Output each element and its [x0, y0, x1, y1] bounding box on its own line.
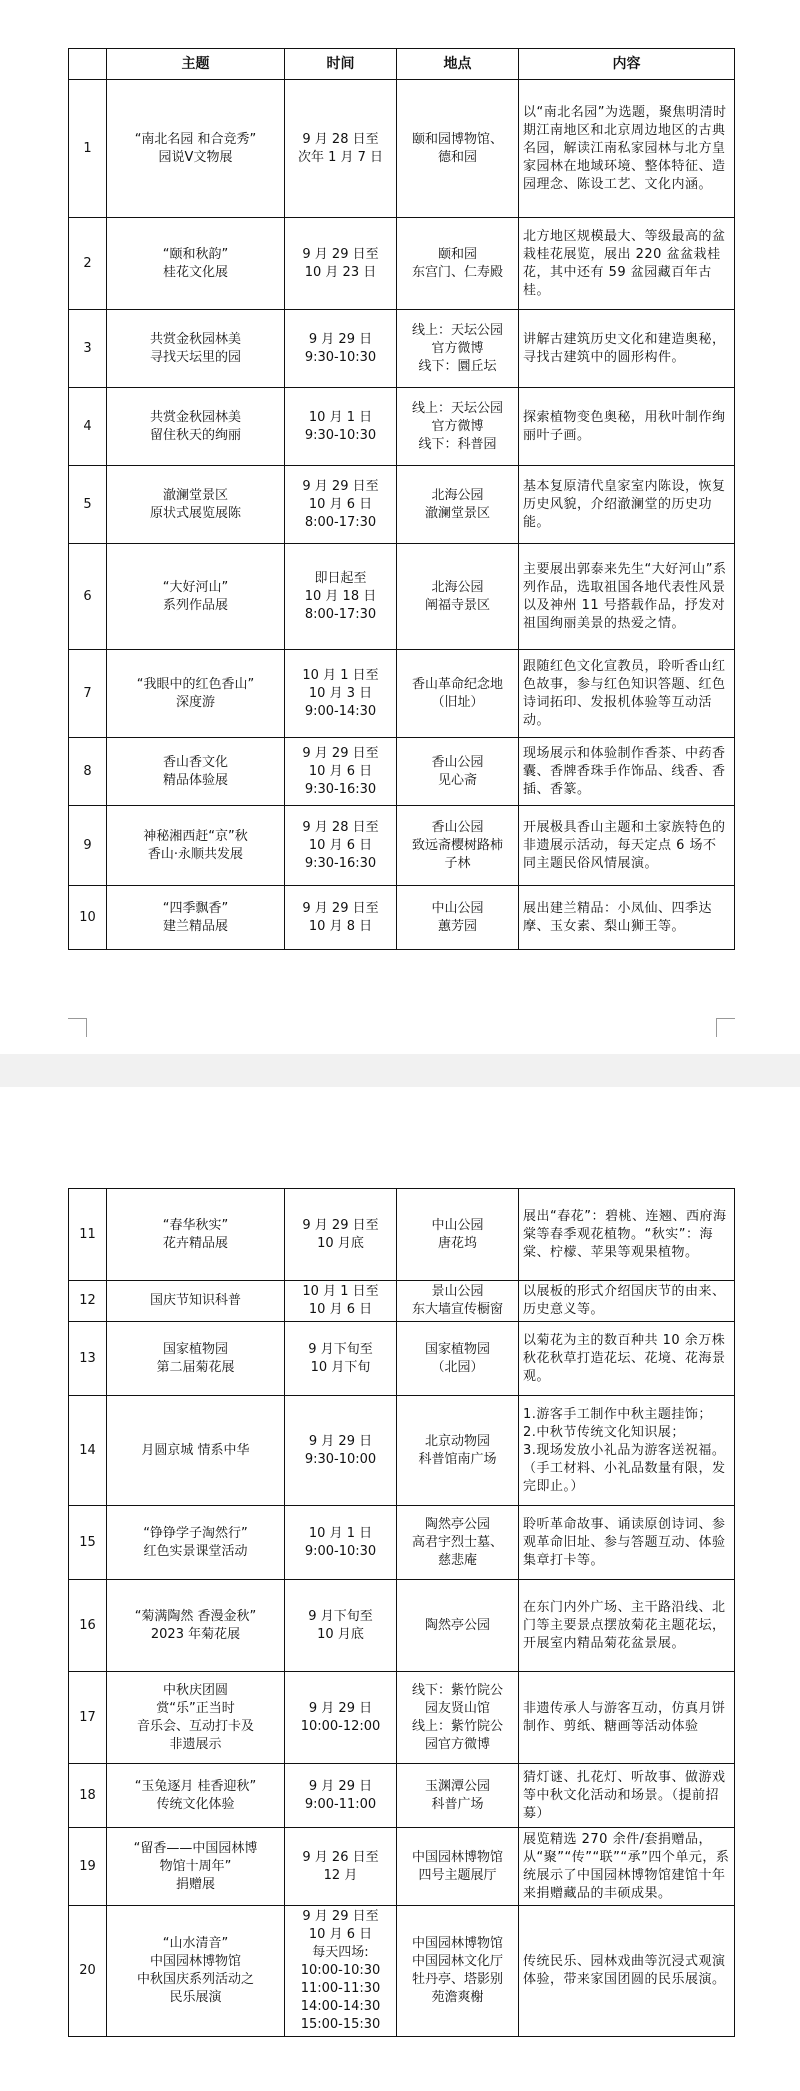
row-place	[397, 218, 519, 310]
row-topic-line: 香山·永顺共发展	[147, 846, 244, 862]
row-time-line: 9:30-10:00	[304, 1451, 377, 1467]
row-time-line: 即日起至	[314, 570, 367, 586]
row-content	[519, 544, 735, 650]
row-topic-line: “南北名园 和合竞秀”	[134, 131, 257, 147]
row-content	[519, 1322, 735, 1396]
row-topic	[107, 1506, 285, 1580]
row-topic-line: “四季飘香”	[162, 900, 229, 916]
row-place-line: 颐和园	[437, 246, 477, 262]
row-time-line: 8:00-17:30	[304, 514, 377, 530]
row-time	[285, 806, 397, 886]
row-content-line: 探索植物变色奥秘，用秋叶制作绚丽叶子画。	[523, 409, 726, 443]
row-number: 14	[69, 1396, 107, 1506]
row-number: 9	[69, 806, 107, 886]
row-place-line: 澈澜堂景区	[424, 505, 490, 521]
row-time	[285, 1506, 397, 1580]
row-topic-line: 物馆十周年”	[159, 1858, 232, 1874]
row-topic-line: 留住秋天的绚丽	[149, 427, 241, 443]
row-topic-line: 共赏金秋园林美	[149, 409, 241, 425]
row-topic	[107, 1580, 285, 1672]
row-content-line: 展览精选 270 余件/套捐赠品，从“聚”“传”“联”“承”四个单元，系统展示了中国园林博物馆建馆十年来捐赠藏品的丰硕成果。	[523, 1831, 730, 1901]
table-row	[69, 1322, 735, 1396]
row-time-line: 10 月 6 日	[308, 1302, 373, 1317]
row-topic-line: 月圆京城 情系中华	[141, 1442, 250, 1458]
row-content	[519, 218, 735, 310]
row-time	[285, 1322, 397, 1396]
row-content	[519, 1828, 735, 1906]
row-topic-line: “玉兔逐月 桂香迎秋”	[134, 1778, 257, 1794]
table-row	[69, 1189, 735, 1281]
row-place-line: 官方微博	[431, 340, 484, 356]
row-content-line: 主要展出郭泰来先生“大好河山”系列作品，选取祖国各地代表性风景以及神州 11 号搭载作品，抒发对祖国绚丽美景的热爱之情。	[523, 561, 727, 631]
header-place: 地点	[397, 49, 519, 80]
row-place-line: 园友贤山馆	[424, 1700, 490, 1716]
row-time	[285, 80, 397, 218]
row-place-line: 阐福寺景区	[424, 597, 490, 613]
row-topic-line: 花卉精品展	[162, 1235, 228, 1251]
row-topic-line: 中秋庆团圆	[162, 1682, 228, 1698]
table-row	[69, 1672, 735, 1764]
row-time-line: 9 月 29 日至	[302, 745, 379, 761]
row-content	[519, 806, 735, 886]
row-time	[285, 1828, 397, 1906]
row-content	[519, 1906, 735, 2037]
row-place-line: （北园）	[431, 1359, 484, 1375]
table-row	[69, 466, 735, 544]
row-topic-line: “颐和秋韵”	[162, 246, 229, 262]
row-time-line: 9:30-10:30	[304, 427, 377, 443]
row-time	[285, 886, 397, 950]
table-row	[69, 1281, 735, 1322]
row-topic-line: 共赏金秋园林美	[149, 331, 241, 347]
table-row	[69, 650, 735, 738]
row-number: 5	[69, 466, 107, 544]
row-time-line: 10 月底	[317, 1235, 364, 1251]
table-row	[69, 1580, 735, 1672]
row-place-line: 苑澹爽榭	[431, 1990, 484, 2005]
row-place-line: 慈悲庵	[437, 1552, 477, 1568]
row-number: 18	[69, 1764, 107, 1828]
row-time	[285, 1672, 397, 1764]
table-header-row	[69, 49, 735, 80]
row-topic-line: 系列作品展	[162, 597, 228, 613]
row-topic-line: 中国园林博物馆	[149, 1954, 241, 1969]
row-time-line: 10:00-12:00	[300, 1718, 381, 1734]
row-place-line: 东宫门、仁寿殿	[411, 264, 503, 280]
row-time	[285, 1189, 397, 1281]
row-topic	[107, 80, 285, 218]
row-time-line: 9:00-14:30	[304, 703, 377, 719]
row-time	[285, 1764, 397, 1828]
row-content-line: 基本复原清代皇家室内陈设，恢复历史风貌，介绍澈澜堂的历史功能。	[523, 478, 726, 530]
row-content	[519, 1764, 735, 1828]
row-time-line: 每天四场:	[312, 1945, 369, 1960]
row-time-line: 9 月 29 日至	[302, 900, 379, 916]
row-time-line: 9:00-11:00	[304, 1796, 377, 1812]
row-content-line: 以展板的形式介绍国庆节的由来、历史意义等。	[523, 1284, 726, 1317]
table-row	[69, 544, 735, 650]
row-place-line: 北海公园	[431, 487, 484, 503]
row-time-line: 9 月 29 日	[308, 1778, 373, 1794]
schedule-table-page-1	[68, 48, 735, 950]
row-place	[397, 80, 519, 218]
row-topic	[107, 218, 285, 310]
row-time-line: 10 月 1 日	[308, 409, 373, 425]
row-time-line: 10 月 6 日	[308, 763, 373, 779]
row-topic-line: 建兰精品展	[162, 918, 228, 934]
row-place	[397, 1396, 519, 1506]
row-content-line: 以菊花为主的数百种共 10 余万株秋花秋草打造花坛、花境、花海景观。	[523, 1332, 726, 1384]
row-place-line: 香山公园	[431, 754, 484, 770]
row-topic-line: “山水清音”	[162, 1936, 229, 1951]
row-place-line: 官方微博	[431, 418, 484, 434]
row-time-line: 9:30-10:30	[304, 349, 377, 365]
row-time-line: 10 月 6 日	[308, 1927, 373, 1942]
row-topic	[107, 1672, 285, 1764]
row-time-line: 9 月下旬至	[308, 1608, 373, 1624]
row-topic-line: 民乐展演	[169, 1990, 222, 2005]
table-row	[69, 388, 735, 466]
row-time-line: 14:00-14:30	[300, 1999, 381, 2014]
row-topic-line: “菊满陶然 香漫金秋”	[134, 1608, 257, 1624]
row-topic-line: 第二届菊花展	[156, 1359, 235, 1375]
row-time-line: 9 月 29 日至	[302, 246, 379, 262]
row-place	[397, 1580, 519, 1672]
row-topic-line: “我眼中的红色香山”	[136, 676, 255, 692]
row-place-line: 致远斋樱树路柿	[411, 837, 503, 853]
row-time-line: 次年 1 月 7 日	[297, 149, 384, 165]
row-time-line: 9 月 29 日	[308, 1433, 373, 1449]
row-place	[397, 886, 519, 950]
row-content	[519, 650, 735, 738]
row-number: 8	[69, 738, 107, 806]
row-time-line: 9 月 26 日至	[302, 1849, 379, 1865]
row-time-line: 9 月 28 日至	[302, 131, 379, 147]
row-place-line: 线下：紫竹院公	[411, 1682, 503, 1698]
row-topic-line: “大好河山”	[162, 579, 229, 595]
row-time-line: 10 月 1 日至	[302, 1284, 379, 1299]
row-content	[519, 1506, 735, 1580]
row-time-line: 9 月 29 日	[308, 1700, 373, 1716]
schedule-table-page-2	[68, 1188, 735, 2037]
row-topic	[107, 1189, 285, 1281]
row-place	[397, 1906, 519, 2037]
row-content-line: 聆听革命故事、诵读原创诗词、参观革命旧址、参与答题互动、体验集章打卡等。	[523, 1516, 726, 1568]
row-place-line: 国家植物园	[424, 1341, 490, 1357]
row-topic-line: 原状式展览展陈	[149, 505, 241, 521]
row-topic-line: 传统文化体验	[156, 1796, 235, 1812]
row-time-line: 10 月底	[317, 1626, 364, 1642]
row-content-line: 3.现场发放小礼品为游客送祝福。（手工材料、小礼品数量有限，发完即止。）	[523, 1442, 726, 1494]
row-place-line: 玉渊潭公园	[424, 1778, 490, 1794]
row-place-line: 线上：天坛公园	[411, 400, 503, 416]
row-time-line: 8:00-17:30	[304, 606, 377, 622]
row-topic	[107, 1906, 285, 2037]
row-time-line: 9 月 29 日至	[302, 1217, 379, 1233]
row-topic-line: 红色实景课堂活动	[143, 1543, 248, 1559]
row-content	[519, 310, 735, 388]
row-topic	[107, 1322, 285, 1396]
row-number: 16	[69, 1580, 107, 1672]
row-topic-line: 深度游	[175, 694, 215, 710]
row-time	[285, 1906, 397, 2037]
row-time	[285, 544, 397, 650]
row-content	[519, 1281, 735, 1322]
row-time-line: 10 月 6 日	[308, 837, 373, 853]
row-topic	[107, 1396, 285, 1506]
row-content-line: 1.游客手工制作中秋主题挂饰；	[523, 1406, 712, 1422]
row-place-line: 景山公园	[431, 1284, 484, 1299]
row-place-line: 子林	[444, 855, 471, 871]
row-place-line: 科普广场	[431, 1796, 484, 1812]
row-place-line: 高君宇烈士墓、	[411, 1534, 503, 1550]
row-topic-line: 澈澜堂景区	[162, 487, 228, 503]
row-place-line: 颐和园博物馆、	[411, 131, 503, 147]
row-time	[285, 1281, 397, 1322]
row-place-line: 中山公园	[431, 900, 484, 916]
row-number: 17	[69, 1672, 107, 1764]
row-number: 1	[69, 80, 107, 218]
row-time	[285, 310, 397, 388]
row-topic	[107, 650, 285, 738]
row-content-line: 以“南北名园”为选题，聚焦明清时期江南地区和北京周边地区的古典名园，解读江南私家园林与北方皇家园林在地域环境、整体特征、造园理念、陈设工艺、文化内涵。	[523, 104, 727, 192]
row-place	[397, 1506, 519, 1580]
row-time-line: 9:30-16:30	[304, 781, 377, 797]
row-time-line: 9 月 29 日至	[302, 1909, 379, 1924]
row-content	[519, 1396, 735, 1506]
row-place-line: 北海公园	[431, 579, 484, 595]
row-time-line: 10 月 1 日	[308, 1525, 373, 1541]
row-place-line: 科普馆南广场	[418, 1451, 497, 1467]
crop-mark-right	[716, 1018, 735, 1037]
row-topic-line: 寻找天坛里的园	[149, 349, 241, 365]
row-time-line: 9 月 29 日至	[302, 478, 379, 494]
row-number: 19	[69, 1828, 107, 1906]
row-number: 6	[69, 544, 107, 650]
row-time	[285, 738, 397, 806]
row-time-line: 10 月 3 日	[308, 685, 373, 701]
row-content-line: 讲解古建筑历史文化和建造奥秘，寻找古建筑中的圆形构件。	[523, 331, 726, 365]
row-number: 7	[69, 650, 107, 738]
header-number	[69, 49, 107, 80]
table-row	[69, 1396, 735, 1506]
row-content-line: 传统民乐、园林戏曲等沉浸式观演体验，带来家国团圆的民乐展演。	[523, 1954, 726, 1987]
row-number: 13	[69, 1322, 107, 1396]
row-time-line: 11:00-11:30	[300, 1981, 381, 1996]
row-content	[519, 738, 735, 806]
row-place-line: 陶然亭公园	[424, 1617, 490, 1633]
row-content-line: 开展极具香山主题和土家族特色的非遗展示活动，每天定点 6 场不同主题民俗风情展演。	[523, 819, 726, 871]
row-topic-line: 非遗展示	[169, 1736, 222, 1752]
table-row	[69, 1906, 735, 2037]
row-content-line: 现场展示和体验制作香茶、中药香囊、香牌香珠手作饰品、线香、香插、香篆。	[523, 745, 726, 797]
row-topic-line: 2023 年菊花展	[150, 1626, 241, 1642]
row-place-line: 陶然亭公园	[424, 1516, 490, 1532]
row-time	[285, 466, 397, 544]
row-place-line: 中山公园	[431, 1217, 484, 1233]
row-topic-line: 香山香文化	[162, 754, 228, 770]
row-content-line: 非遗传承人与游客互动，仿真月饼制作、剪纸、糖画等活动体验	[523, 1700, 726, 1734]
row-place-line: 德和园	[437, 149, 477, 165]
row-topic-line: “留香——中国园林博	[133, 1840, 258, 1856]
header-content: 内容	[519, 49, 735, 80]
row-time-line: 10 月 6 日	[308, 496, 373, 512]
row-time-line: 10 月 8 日	[308, 918, 373, 934]
row-place-line: 唐花坞	[437, 1235, 477, 1251]
row-place	[397, 1828, 519, 1906]
row-topic-line: 中秋国庆系列活动之	[136, 1972, 254, 1987]
row-time	[285, 1580, 397, 1672]
row-place-line: 香山公园	[431, 819, 484, 835]
row-time-line: 12 月	[323, 1867, 358, 1883]
table-row	[69, 310, 735, 388]
row-content-line: 2.中秋节传统文化知识展；	[523, 1424, 685, 1440]
row-number: 11	[69, 1189, 107, 1281]
row-topic	[107, 1828, 285, 1906]
row-number: 15	[69, 1506, 107, 1580]
row-topic	[107, 310, 285, 388]
row-time	[285, 1396, 397, 1506]
row-place-line: 中国园林文化厅	[411, 1954, 503, 1969]
row-place	[397, 466, 519, 544]
row-content	[519, 80, 735, 218]
row-topic-line: 捐赠展	[175, 1876, 215, 1892]
row-topic-line: 国家植物园	[162, 1341, 228, 1357]
row-place-line: 园官方微博	[424, 1736, 490, 1752]
row-topic-line: 桂花文化展	[162, 264, 228, 280]
table-row	[69, 218, 735, 310]
row-number: 2	[69, 218, 107, 310]
row-time-line: 9:30-16:30	[304, 855, 377, 871]
row-topic	[107, 1281, 285, 1322]
row-content	[519, 388, 735, 466]
row-place	[397, 650, 519, 738]
row-place-line: 东大墙宣传橱窗	[411, 1302, 503, 1317]
row-number: 10	[69, 886, 107, 950]
header-time: 时间	[285, 49, 397, 80]
row-topic	[107, 738, 285, 806]
row-place	[397, 544, 519, 650]
row-place	[397, 1672, 519, 1764]
table-row	[69, 80, 735, 218]
row-topic	[107, 544, 285, 650]
row-time-line: 9 月 29 日	[308, 331, 373, 347]
row-content	[519, 1672, 735, 1764]
row-topic-line: 精品体验展	[162, 772, 228, 788]
row-place-line: （旧址）	[431, 694, 484, 710]
row-topic-line: 神秘湘西赶“京”秋	[143, 828, 248, 844]
row-place-line: 见心斋	[437, 772, 477, 788]
row-time	[285, 218, 397, 310]
header-topic: 主题	[107, 49, 285, 80]
row-topic-line: 赏“乐”正当时	[156, 1700, 235, 1716]
row-place-line: 中国园林博物馆	[411, 1849, 503, 1865]
row-content-line: 在东门内外广场、主干路沿线、北门等主要景点摆放菊花主题花坛，开展室内精品菊花盆景展。	[523, 1599, 726, 1651]
row-topic	[107, 1764, 285, 1828]
row-content	[519, 466, 735, 544]
row-topic	[107, 466, 285, 544]
row-content-line: 北方地区规模最大、等级最高的盆栽桂花展览，展出 220 盆盆栽桂花，其中还有 59 盆园藏百年古桂。	[523, 228, 726, 298]
row-place-line: 线下：科普园	[418, 436, 497, 452]
row-content-line: 跟随红色文化宣教员，聆听香山红色故事，参与红色知识答题、红色诗词拓印、发报机体验等互动活动。	[523, 658, 726, 728]
row-place	[397, 1764, 519, 1828]
row-content	[519, 1189, 735, 1281]
row-topic-line: “春华秋实”	[162, 1217, 229, 1233]
row-place-line: 中国园林博物馆	[411, 1936, 503, 1951]
row-place-line: 蕙芳园	[437, 918, 477, 934]
crop-mark-left	[68, 1018, 87, 1037]
row-topic-line: 音乐会、互动打卡及	[136, 1718, 254, 1734]
row-time-line: 10 月下旬	[310, 1359, 371, 1375]
row-content-line: 展出建兰精品：小凤仙、四季达摩、玉女素、梨山狮王等。	[523, 900, 713, 934]
row-place	[397, 1189, 519, 1281]
row-topic-line: “铮铮学子淘然行”	[143, 1525, 248, 1541]
row-time-line: 15:00-15:30	[300, 2017, 381, 2032]
table-row	[69, 738, 735, 806]
row-topic	[107, 886, 285, 950]
row-place-line: 香山革命纪念地	[411, 676, 503, 692]
table-row	[69, 886, 735, 950]
row-place	[397, 738, 519, 806]
row-number: 20	[69, 1906, 107, 2037]
table-row	[69, 1764, 735, 1828]
row-place	[397, 1322, 519, 1396]
row-number: 12	[69, 1281, 107, 1322]
row-place	[397, 1281, 519, 1322]
row-number: 4	[69, 388, 107, 466]
row-topic-line: 国庆节知识科普	[149, 1293, 241, 1308]
row-content	[519, 886, 735, 950]
row-topic	[107, 806, 285, 886]
row-time-line: 10 月 18 日	[304, 588, 377, 604]
table-row	[69, 1828, 735, 1906]
row-time-line: 10 月 1 日至	[302, 667, 379, 683]
row-place	[397, 806, 519, 886]
row-place-line: 牡丹亭、塔影别	[411, 1972, 503, 1987]
row-topic-line: 园说Ⅴ文物展	[158, 149, 233, 165]
row-content-line: 猜灯谜、扎花灯、听故事、做游戏等中秋文化活动和场景。（提前招募）	[523, 1769, 726, 1821]
row-place-line: 北京动物园	[424, 1433, 490, 1449]
row-content	[519, 1580, 735, 1672]
row-time-line: 10:00-10:30	[300, 1963, 381, 1978]
row-place-line: 线上：紫竹院公	[411, 1718, 503, 1734]
row-time-line: 10 月 23 日	[304, 264, 377, 280]
row-topic	[107, 388, 285, 466]
row-place-line: 线下：圜丘坛	[418, 358, 497, 374]
row-time-line: 9:00-10:30	[304, 1543, 377, 1559]
row-time	[285, 388, 397, 466]
row-time-line: 9 月 28 日至	[302, 819, 379, 835]
row-content-line: 展出“春花”：碧桃、连翘、西府海棠等春季观花植物。“秋实”：海棠、柠檬、苹果等观果植物。	[523, 1208, 727, 1260]
row-time	[285, 650, 397, 738]
table-row	[69, 1506, 735, 1580]
row-place	[397, 310, 519, 388]
row-number: 3	[69, 310, 107, 388]
row-time-line: 9 月下旬至	[308, 1341, 373, 1357]
table-row	[69, 806, 735, 886]
row-place-line: 线上：天坛公园	[411, 322, 503, 338]
row-place-line: 四号主题展厅	[418, 1867, 497, 1883]
row-place	[397, 388, 519, 466]
